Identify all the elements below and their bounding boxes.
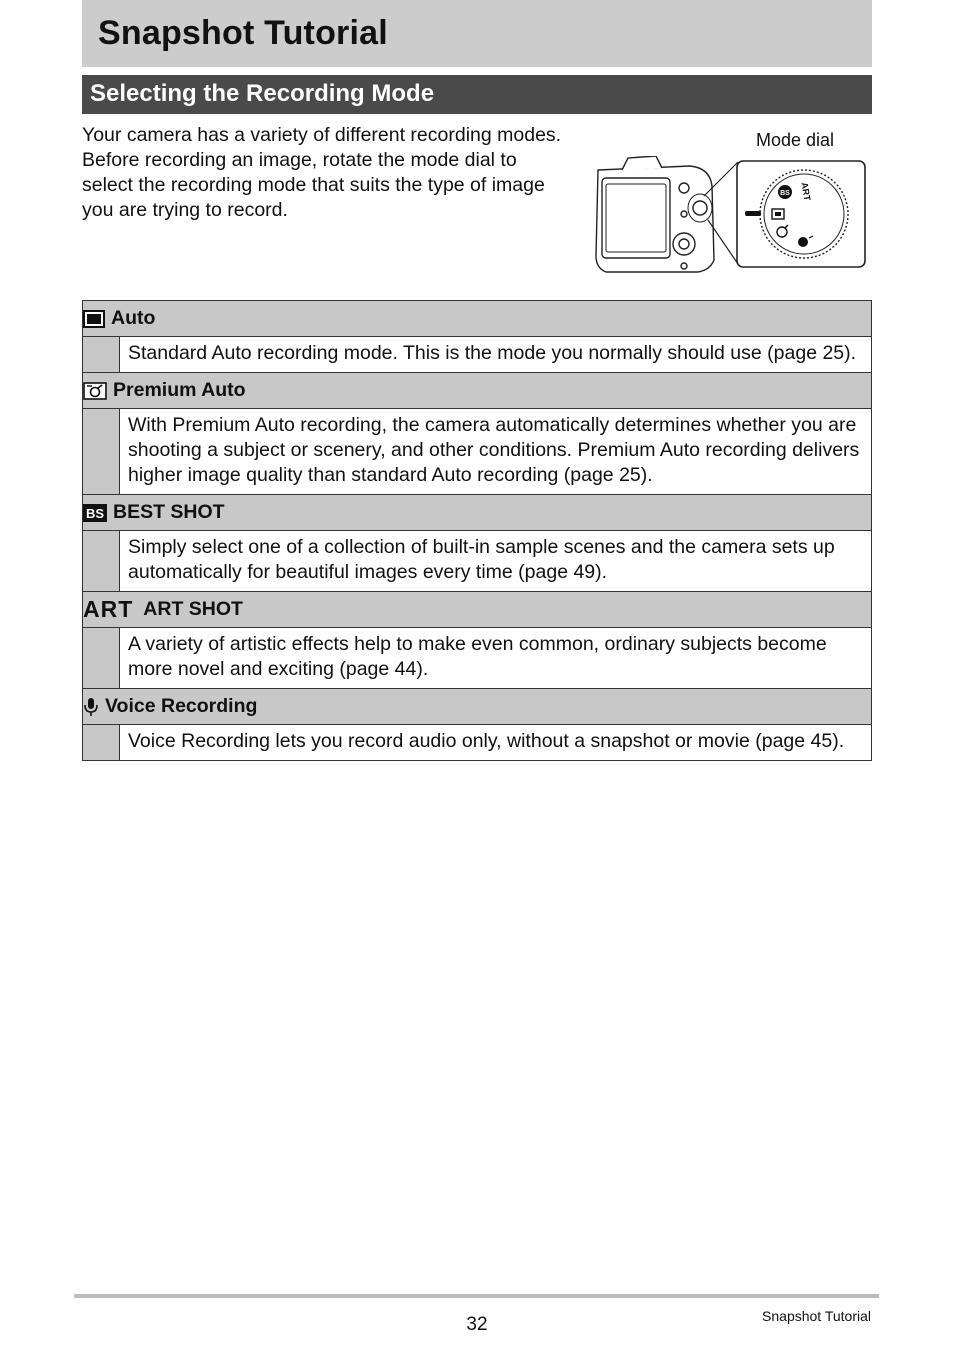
mode-row-best-shot-description (83, 531, 872, 592)
auto-mode-icon (83, 310, 105, 328)
mode-row-voice-recording-header (83, 689, 872, 725)
mode-name: Auto (111, 307, 156, 329)
mode-row-premium-auto-header (83, 373, 872, 409)
mode-row-auto-description (83, 337, 872, 373)
footer-divider (74, 1294, 879, 1298)
mode-name: Premium Auto (113, 379, 246, 401)
intro-paragraph: Your camera has a variety of different recording modes. Before recording an image, rotate the mode dial to select the recording mode that suits the type of image you are trying to record. (82, 124, 562, 221)
best-shot-icon (83, 504, 107, 522)
microphone-icon (83, 697, 99, 717)
premium-auto-icon (83, 382, 107, 400)
mode-row-art-shot-description (83, 628, 872, 689)
mode-description: With Premium Auto recording, the camera automatically determines whether you are shooting a subject or scenery, and other conditions. Premium Auto recording delivers higher image quality than standard Auto recording (page 25). (120, 409, 872, 495)
mode-dial-label: Mode dial (756, 130, 835, 150)
mode-row-premium-auto-description (83, 409, 872, 495)
section-header (82, 75, 872, 114)
camera-body-drawing (596, 156, 714, 272)
mode-row-auto-header (83, 301, 872, 337)
page-number: 32 (466, 1314, 488, 1335)
mode-name: BEST SHOT (113, 501, 225, 523)
art-shot-icon: ART (83, 596, 134, 622)
mode-row-best-shot-header (83, 495, 872, 531)
mode-row-voice-recording-description (83, 725, 872, 761)
dial-art-label: ART (799, 181, 813, 202)
chapter-header (82, 0, 872, 67)
section-title: Selecting the Recording Mode (90, 80, 435, 107)
footer-section-name: Snapshot Tutorial (762, 1308, 871, 1324)
dial-best-shot-icon (778, 185, 792, 199)
mode-description: Standard Auto recording mode. This is the mode you normally should use (page 25). (120, 337, 872, 373)
mode-description: A variety of artistic effects help to make even common, ordinary subjects become more novel and exciting (page 44). (120, 628, 872, 689)
dial-index-mark (745, 211, 761, 216)
chapter-title: Snapshot Tutorial (98, 14, 388, 52)
svg-text:BS: BS (85, 505, 105, 521)
mode-description: Voice Recording lets you record audio only, without a snapshot or movie (page 45). (120, 725, 872, 761)
mode-description: Simply select one of a collection of built-in sample scenes and the camera sets up automatically for beautiful images every time (page 49). (120, 531, 872, 592)
mode-name: ART SHOT (143, 598, 243, 620)
camera-mode-dial-illustration (592, 156, 868, 276)
mode-name: Voice Recording (105, 695, 258, 717)
recording-modes-table (82, 300, 872, 761)
svg-text:BS: BS (780, 190, 790, 197)
mode-row-art-shot-header (83, 592, 872, 628)
